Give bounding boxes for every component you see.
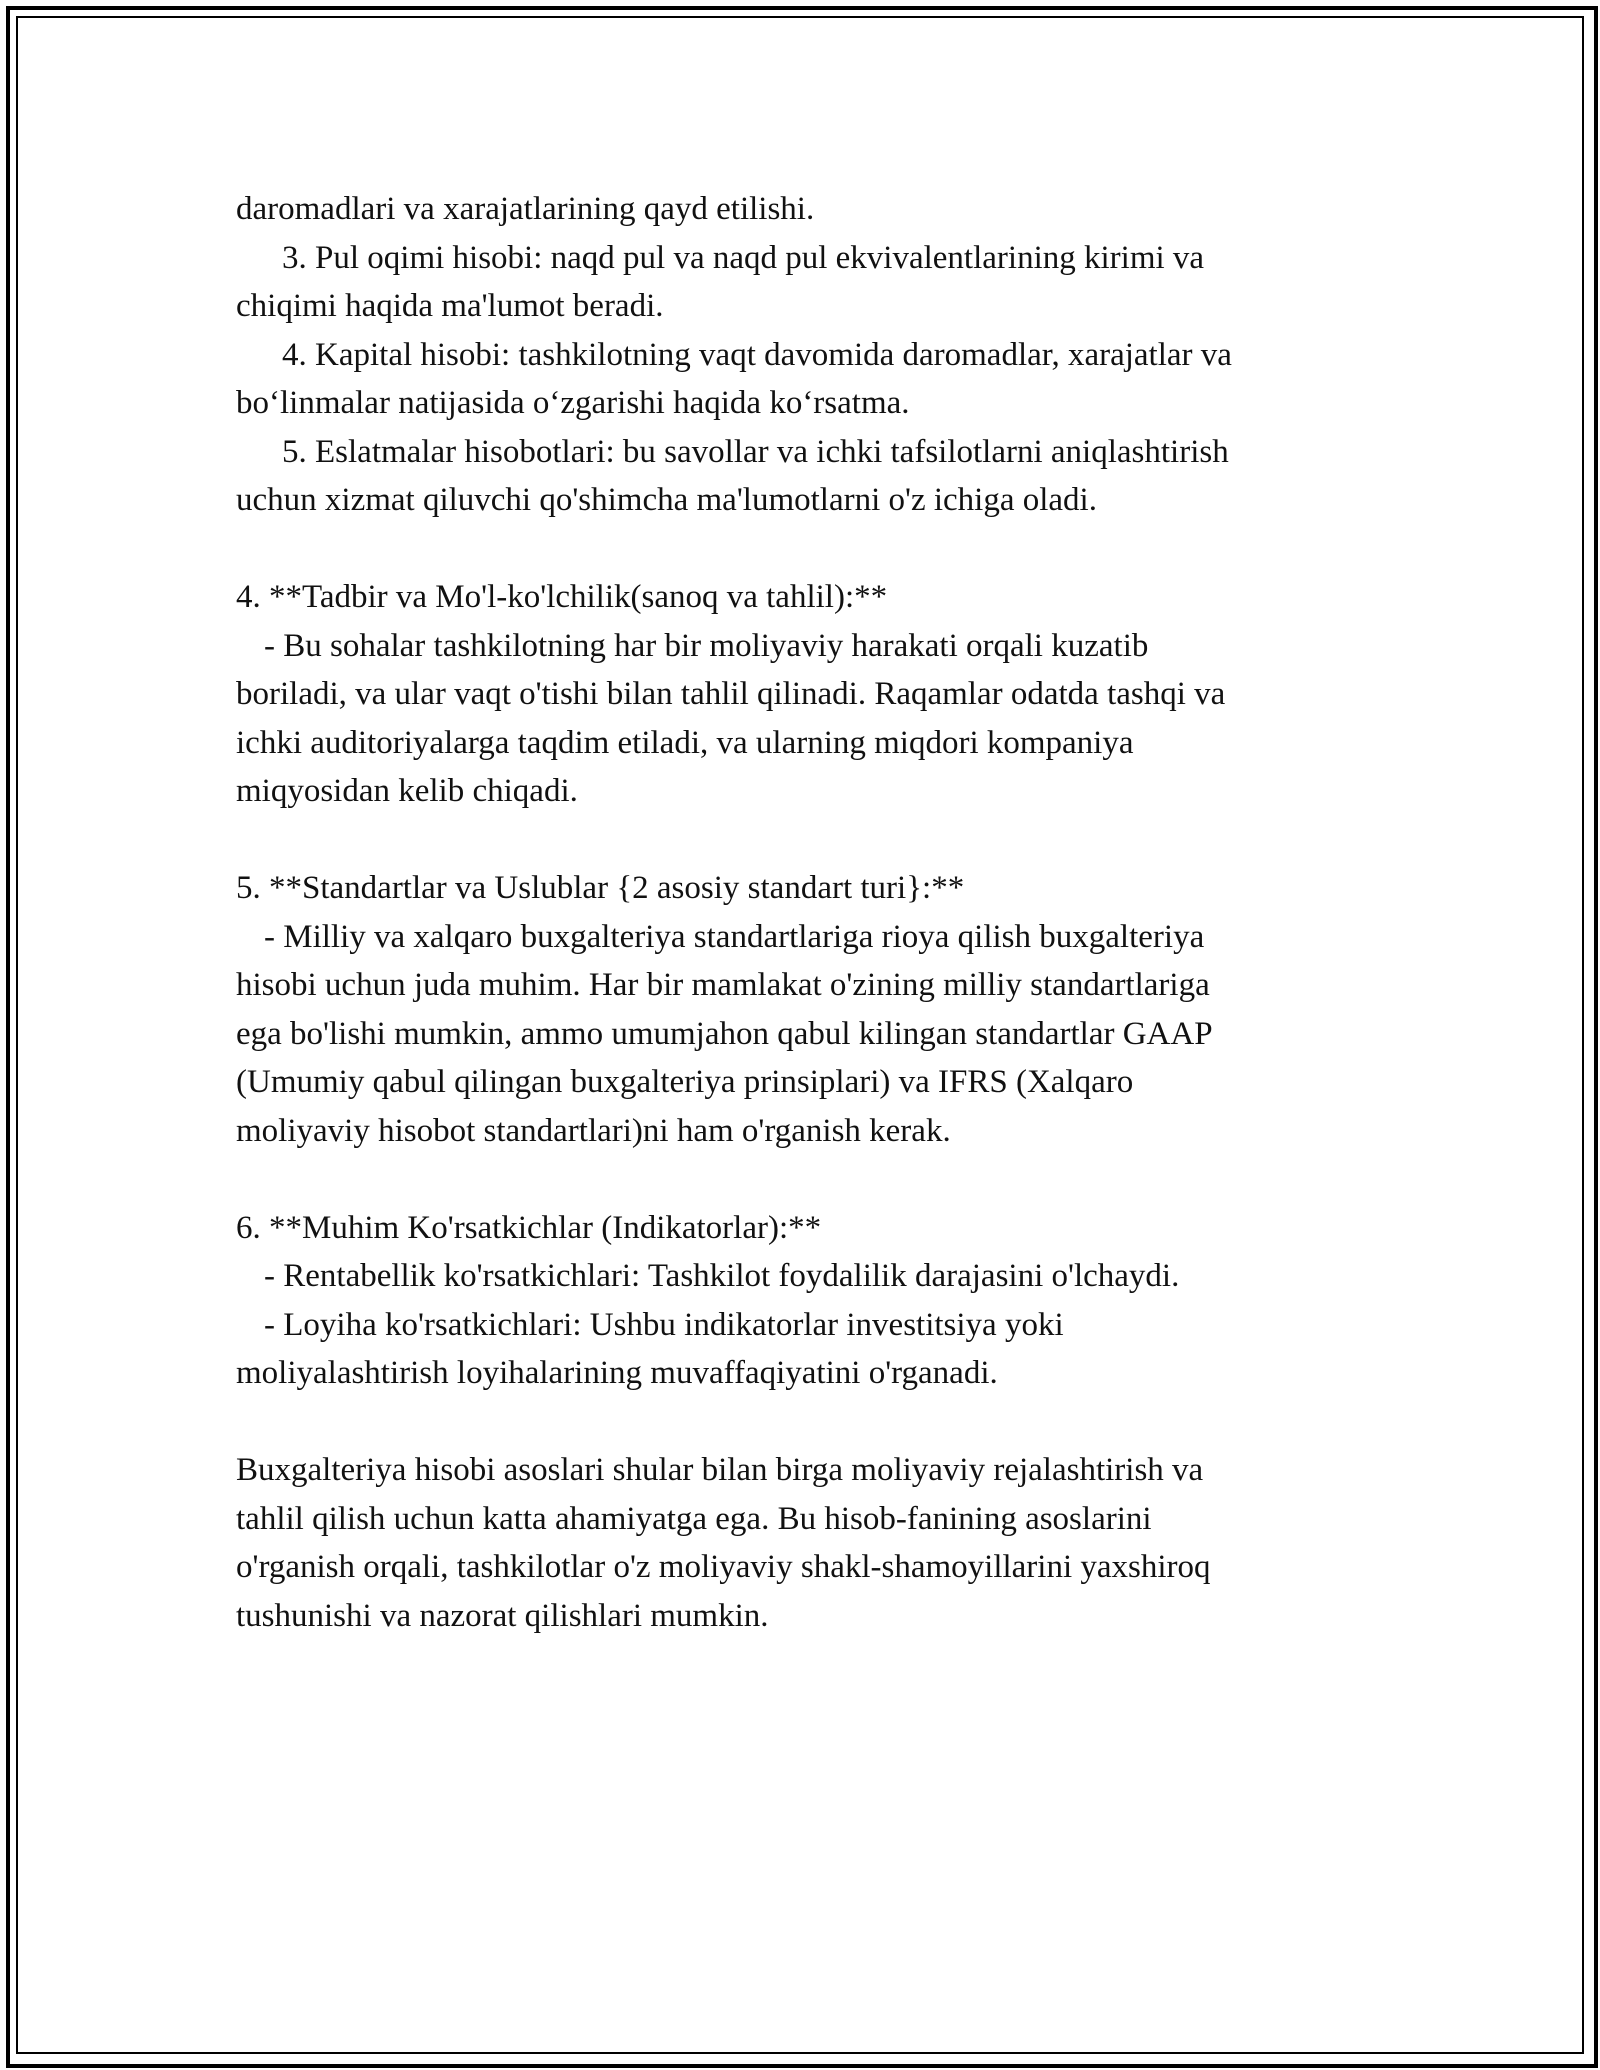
conclusion-line: tahlil qilish uchun katta ahamiyatga ega. Bu hisob-fanining asoslarini [236, 1500, 1152, 1537]
text-line: ega bo'lishi mumkin, ammo umumjahon qabul kilingan standartlar GAAP [236, 1015, 1213, 1052]
text-line: bo‘linmalar natijasida o‘zgarishi haqida ko‘rsatma. [236, 385, 910, 421]
list-item-line: 5. Eslatmalar hisobotlari: bu savollar va ichki tafsilotlarni aniqlashtirish [282, 433, 1229, 470]
text-line: daromadlari va xarajatlarining qayd etilishi. [236, 191, 815, 227]
text-line: moliyaviy hisobot standartlari)ni ham o'rganish kerak. [236, 1112, 951, 1149]
text-line: chiqimi haqida ma'lumot beradi. [236, 288, 664, 324]
text-line: boriladi, va ular vaqt o'tishi bilan tahlil qilinadi. Raqamlar odatda tashqi va [236, 676, 1226, 712]
text-line: uchun xizmat qiluvchi qo'shimcha ma'lumotlarni o'z ichiga oladi. [236, 482, 1097, 518]
bullet-line: - Bu sohalar tashkilotning har bir moliyaviy harakati orqali kuzatib [264, 627, 1149, 664]
paragraph-gap [236, 1155, 1356, 1204]
conclusion-line: tushunishi va nazorat qilishlari mumkin. [236, 1597, 769, 1634]
conclusion-line: o'rganish orqali, tashkilotlar o'z moliyaviy shakl-shamoyillarini yaxshiroq [236, 1549, 1211, 1585]
list-item-line: 3. Pul oqimi hisobi: naqd pul va naqd pul ekvivalentlarining kirimi va [282, 239, 1205, 276]
text-line: miqyosidan kelib chiqadi. [236, 773, 578, 809]
text-line: moliyalashtirish loyihalarining muvaffaqiyatini o'rganadi. [236, 1355, 998, 1391]
paragraph-gap [236, 1398, 1356, 1447]
section-heading: 4. **Tadbir va Mo'l-ko'lchilik(sanoq va tahlil):** [236, 579, 888, 615]
paragraph-gap [236, 816, 1356, 865]
section-heading: 6. **Muhim Ko'rsatkichlar (Indikatorlar):** [236, 1209, 822, 1246]
paragraph-gap [236, 525, 1356, 574]
bullet-line: - Rentabellik ko'rsatkichlari: Tashkilot foydalilik darajasini o'lchaydi. [264, 1258, 1180, 1294]
bullet-line: - Milliy va xalqaro buxgalteriya standartlariga rioya qilish buxgalteriya [264, 918, 1205, 955]
section-heading: 5. **Standartlar va Uslublar {2 asosiy standart turi}:** [236, 870, 965, 906]
bullet-line: - Loyiha ko'rsatkichlari: Ushbu indikatorlar investitsiya yoki [264, 1306, 1064, 1343]
text-line: hisobi uchun juda muhim. Har bir mamlakat o'zining milliy standartlariga [236, 967, 1210, 1003]
list-item-line: 4. Kapital hisobi: tashkilotning vaqt davomida daromadlar, xarajatlar va [282, 336, 1232, 373]
text-line: (Umumiy qabul qilingan buxgalteriya prinsiplari) va IFRS (Xalqaro [236, 1064, 1134, 1100]
document-body [236, 185, 1356, 1640]
conclusion-line: Buxgalteriya hisobi asoslari shular bilan birga moliyaviy rejalashtirish va [236, 1452, 1204, 1488]
text-line: ichki auditoriyalarga taqdim etiladi, va ularning miqdori kompaniya [236, 724, 1134, 761]
